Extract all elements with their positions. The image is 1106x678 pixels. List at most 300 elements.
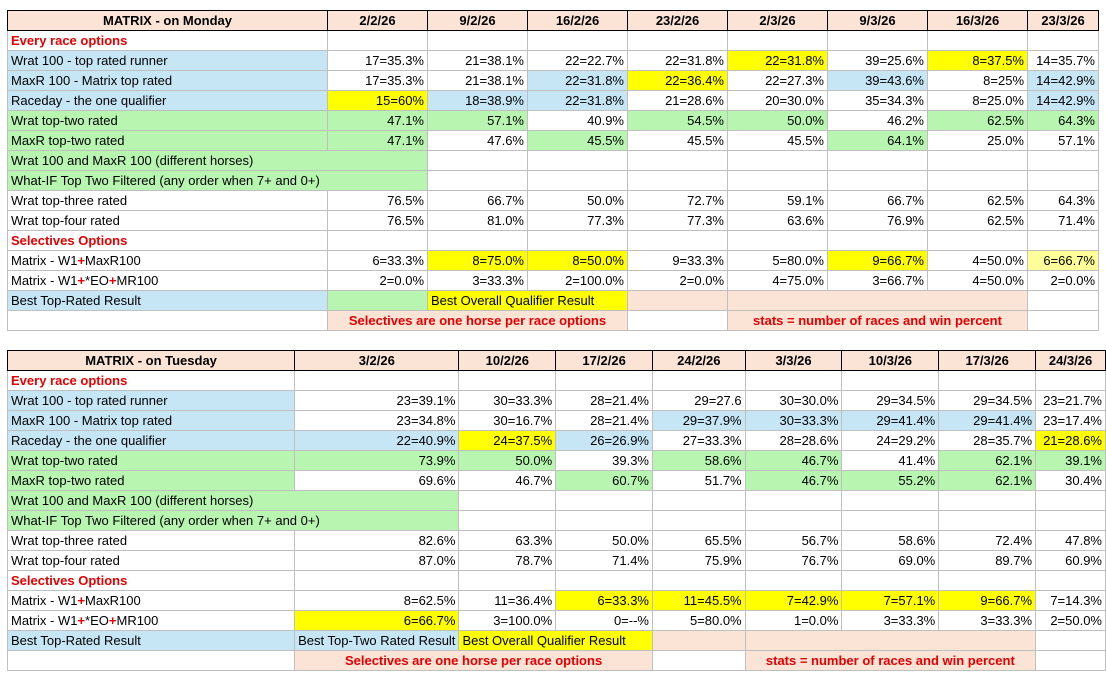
data-cell[interactable]: 29=27.6	[653, 391, 746, 411]
data-cell[interactable]: 65.5%	[653, 531, 746, 551]
row-label[interactable]: Wrat top-two rated	[8, 111, 328, 131]
data-cell[interactable]: 14=42.9%	[1028, 91, 1099, 111]
data-cell[interactable]	[728, 151, 828, 171]
data-cell[interactable]: 9=33.3%	[628, 251, 728, 271]
label-part: Matrix - W1	[11, 593, 78, 608]
data-cell[interactable]: 6=66.7%	[295, 611, 459, 631]
data-cell[interactable]: 21=38.1%	[428, 51, 528, 71]
data-cell[interactable]	[528, 171, 628, 191]
table-row	[8, 551, 1106, 571]
data-cell[interactable]: 7=42.9%	[745, 591, 842, 611]
data-cell[interactable]: 30=30.0%	[745, 391, 842, 411]
data-cell[interactable]: 9=66.7%	[828, 251, 928, 271]
data-cell[interactable]: 3=100.0%	[459, 611, 556, 631]
data-cell[interactable]	[928, 171, 1028, 191]
data-cell[interactable]: 2=0.0%	[328, 271, 428, 291]
data-cell[interactable]: 22=31.8%	[528, 71, 628, 91]
empty-cell[interactable]	[728, 31, 828, 51]
data-cell[interactable]: 56.7%	[745, 531, 842, 551]
data-cell[interactable]: 66.7%	[428, 191, 528, 211]
data-cell[interactable]: 29=41.4%	[939, 411, 1036, 431]
data-cell[interactable]	[428, 151, 528, 171]
data-cell[interactable]: 62.1%	[939, 471, 1036, 491]
empty-cell[interactable]	[328, 231, 428, 251]
data-cell[interactable]: 21=28.6%	[1036, 431, 1106, 451]
data-cell[interactable]: 4=50.0%	[928, 271, 1028, 291]
row-label[interactable]: Wrat top-three rated	[8, 191, 328, 211]
data-cell[interactable]: 64.3%	[1028, 111, 1099, 131]
data-cell[interactable]: 30=16.7%	[459, 411, 556, 431]
data-cell[interactable]: 76.7%	[745, 551, 842, 571]
section-heading[interactable]: Every race options	[8, 31, 328, 51]
empty-cell[interactable]	[653, 651, 746, 671]
empty-cell[interactable]	[1028, 31, 1099, 51]
date-header[interactable]: 16/2/26	[528, 11, 628, 31]
label-part: MaxR100	[85, 593, 141, 608]
data-cell[interactable]: 54.5%	[628, 111, 728, 131]
data-cell[interactable]	[745, 511, 842, 531]
data-cell[interactable]	[1036, 511, 1106, 531]
data-cell[interactable]: 5=80.0%	[728, 251, 828, 271]
date-header[interactable]: 2/2/26	[328, 11, 428, 31]
data-cell[interactable]: 23=17.4%	[1036, 411, 1106, 431]
data-cell[interactable]: 46.7%	[745, 451, 842, 471]
empty-cell[interactable]	[295, 371, 459, 391]
data-cell[interactable]: 28=21.4%	[556, 391, 653, 411]
data-cell[interactable]: 57.1%	[428, 111, 528, 131]
row-label[interactable]: Wrat top-three rated	[8, 531, 295, 551]
header-row	[8, 11, 1099, 31]
data-cell[interactable]: 82.6%	[295, 531, 459, 551]
data-cell[interactable]: 50.0%	[459, 451, 556, 471]
row-label[interactable]: Wrat 100 - top rated runner	[8, 51, 328, 71]
data-cell[interactable]: 58.6%	[842, 531, 939, 551]
empty-cell[interactable]	[1036, 651, 1106, 671]
data-cell[interactable]: 57.1%	[1028, 131, 1099, 151]
data-cell[interactable]	[939, 511, 1036, 531]
data-cell[interactable]: 29=37.9%	[653, 411, 746, 431]
empty-cell[interactable]	[653, 571, 746, 591]
data-cell[interactable]: 6=66.7%	[1028, 251, 1099, 271]
data-cell[interactable]: 46.7%	[459, 471, 556, 491]
data-cell[interactable]: 30.4%	[1036, 471, 1106, 491]
legend-spacer[interactable]	[653, 631, 746, 651]
date-header[interactable]: 3/3/26	[745, 351, 842, 371]
data-cell[interactable]	[1028, 171, 1099, 191]
data-cell[interactable]: 8=50.0%	[528, 251, 628, 271]
date-header[interactable]: 16/3/26	[928, 11, 1028, 31]
data-cell[interactable]: 63.6%	[728, 211, 828, 231]
row-label[interactable]: Wrat 100 - top rated runner	[8, 391, 295, 411]
date-header[interactable]: 10/2/26	[459, 351, 556, 371]
date-header[interactable]: 9/2/26	[428, 11, 528, 31]
data-cell[interactable]: 62.5%	[928, 211, 1028, 231]
data-cell[interactable]: 4=50.0%	[928, 251, 1028, 271]
empty-cell[interactable]	[828, 31, 928, 51]
data-cell[interactable]: 59.1%	[728, 191, 828, 211]
data-cell[interactable]	[653, 491, 746, 511]
data-cell[interactable]: 40.9%	[528, 111, 628, 131]
data-cell[interactable]: 50.0%	[728, 111, 828, 131]
data-cell[interactable]	[459, 511, 556, 531]
data-cell[interactable]: 8=25%	[928, 71, 1028, 91]
data-cell[interactable]: 14=35.7%	[1028, 51, 1099, 71]
table-row	[8, 451, 1106, 471]
data-cell[interactable]: 2=0.0%	[1028, 271, 1099, 291]
data-cell[interactable]: 58.6%	[653, 451, 746, 471]
data-cell[interactable]: 28=28.6%	[745, 431, 842, 451]
data-cell[interactable]	[1028, 151, 1099, 171]
table-row	[8, 211, 1099, 231]
note-row	[8, 651, 1106, 671]
table-row	[8, 271, 1099, 291]
data-cell[interactable]: 47.1%	[328, 111, 428, 131]
table-row	[8, 491, 1106, 511]
row-label[interactable]	[8, 271, 328, 291]
table-row	[8, 171, 1099, 191]
data-cell[interactable]: 69.6%	[295, 471, 459, 491]
empty-cell[interactable]	[328, 31, 428, 51]
empty-cell[interactable]	[928, 31, 1028, 51]
data-cell[interactable]: 77.3%	[628, 211, 728, 231]
empty-cell[interactable]	[828, 231, 928, 251]
row-label[interactable]: Wrat 100 and MaxR 100 (different horses)	[8, 491, 459, 511]
data-cell[interactable]: 46.7%	[745, 471, 842, 491]
data-cell[interactable]: 76.5%	[328, 211, 428, 231]
data-cell[interactable]: 4=75.0%	[728, 271, 828, 291]
table-title[interactable]: MATRIX - on Tuesday	[8, 351, 295, 371]
data-cell[interactable]: 39.1%	[1036, 451, 1106, 471]
data-cell[interactable]: 39=43.6%	[828, 71, 928, 91]
matrix-table	[7, 10, 1099, 331]
data-cell[interactable]: 77.3%	[528, 211, 628, 231]
data-cell[interactable]: 45.5%	[628, 131, 728, 151]
label-part: Matrix - W1	[11, 613, 78, 628]
legend-best-overall[interactable]: Best Overall Qualifier Result	[428, 291, 628, 311]
data-cell[interactable]: 17=35.3%	[328, 71, 428, 91]
empty-cell[interactable]	[745, 371, 842, 391]
data-cell[interactable]: 23=39.1%	[295, 391, 459, 411]
date-header[interactable]: 23/2/26	[628, 11, 728, 31]
label-part: MaxR100	[85, 253, 141, 268]
legend-best-top-two[interactable]: Best Top-Two Rated Result	[295, 631, 459, 651]
row-label[interactable]: What-IF Top Two Filtered (any order when 7+ and 0+)	[8, 171, 428, 191]
date-header[interactable]: 24/3/26	[1036, 351, 1106, 371]
data-cell[interactable]: 64.1%	[828, 131, 928, 151]
data-cell[interactable]	[842, 491, 939, 511]
data-cell[interactable]: 47.8%	[1036, 531, 1106, 551]
data-cell[interactable]: 5=80.0%	[653, 611, 746, 631]
data-cell[interactable]: 62.1%	[939, 451, 1036, 471]
empty-cell[interactable]	[1028, 231, 1099, 251]
data-cell[interactable]: 66.7%	[828, 191, 928, 211]
data-cell[interactable]: 72.7%	[628, 191, 728, 211]
row-label[interactable]: MaxR top-two rated	[8, 131, 328, 151]
date-header[interactable]: 17/2/26	[556, 351, 653, 371]
data-cell[interactable]: 60.7%	[556, 471, 653, 491]
empty-cell[interactable]	[842, 371, 939, 391]
data-cell[interactable]	[745, 491, 842, 511]
empty-cell[interactable]	[939, 371, 1036, 391]
data-cell[interactable]: 64.3%	[1028, 191, 1099, 211]
data-cell[interactable]: 50.0%	[556, 531, 653, 551]
matrix-table	[7, 350, 1106, 671]
data-cell[interactable]: 8=62.5%	[295, 591, 459, 611]
data-cell[interactable]: 46.2%	[828, 111, 928, 131]
row-label[interactable]: Raceday - the one qualifier	[8, 91, 328, 111]
empty-cell[interactable]	[428, 31, 528, 51]
date-header[interactable]: 2/3/26	[728, 11, 828, 31]
empty-cell[interactable]	[939, 571, 1036, 591]
date-header[interactable]: 17/3/26	[939, 351, 1036, 371]
data-cell[interactable]: 76.5%	[328, 191, 428, 211]
data-cell[interactable]: 6=33.3%	[328, 251, 428, 271]
empty-cell[interactable]	[928, 231, 1028, 251]
table-row	[8, 91, 1099, 111]
row-label[interactable]	[8, 251, 328, 271]
data-cell[interactable]	[556, 491, 653, 511]
data-cell[interactable]: 18=38.9%	[428, 91, 528, 111]
legend-spacer[interactable]	[728, 291, 1028, 311]
data-cell[interactable]: 35=34.3%	[828, 91, 928, 111]
date-header[interactable]: 23/3/26	[1028, 11, 1099, 31]
data-cell[interactable]: 60.9%	[1036, 551, 1106, 571]
data-cell[interactable]: 7=14.3%	[1036, 591, 1106, 611]
note-stats[interactable]: stats = number of races and win percent	[745, 651, 1035, 671]
table-row	[8, 411, 1106, 431]
date-header[interactable]: 3/2/26	[295, 351, 459, 371]
empty-cell[interactable]	[628, 311, 728, 331]
data-cell[interactable]: 24=37.5%	[459, 431, 556, 451]
data-cell[interactable]: 3=33.3%	[842, 611, 939, 631]
legend-spacer[interactable]	[745, 631, 1035, 651]
legend-best-top-two[interactable]	[328, 291, 428, 311]
row-label[interactable]: What-IF Top Two Filtered (any order when 7+ and 0+)	[8, 511, 459, 531]
date-header[interactable]: 24/2/26	[653, 351, 746, 371]
data-cell[interactable]: 7=57.1%	[842, 591, 939, 611]
data-cell[interactable]: 3=33.3%	[939, 611, 1036, 631]
header-row	[8, 351, 1106, 371]
data-cell[interactable]: 17=35.3%	[328, 51, 428, 71]
data-cell[interactable]: 22=36.4%	[628, 71, 728, 91]
data-cell[interactable]: 21=38.1%	[428, 71, 528, 91]
data-cell[interactable]: 73.9%	[295, 451, 459, 471]
row-label[interactable]: MaxR 100 - Matrix top rated	[8, 71, 328, 91]
empty-cell[interactable]	[556, 371, 653, 391]
data-cell[interactable]: 28=35.7%	[939, 431, 1036, 451]
data-cell[interactable]: 29=41.4%	[842, 411, 939, 431]
data-cell[interactable]: 11=45.5%	[653, 591, 746, 611]
data-cell[interactable]: 50.0%	[528, 191, 628, 211]
data-cell[interactable]: 76.9%	[828, 211, 928, 231]
empty-cell[interactable]	[653, 371, 746, 391]
data-cell[interactable]: 75.9%	[653, 551, 746, 571]
data-cell[interactable]: 41.4%	[842, 451, 939, 471]
row-label[interactable]: MaxR top-two rated	[8, 471, 295, 491]
empty-cell[interactable]	[556, 571, 653, 591]
legend-spacer[interactable]	[628, 291, 728, 311]
empty-cell[interactable]	[1036, 631, 1106, 651]
data-cell[interactable]: 30=33.3%	[459, 391, 556, 411]
data-cell[interactable]: 1=0.0%	[745, 611, 842, 631]
data-cell[interactable]: 71.4%	[556, 551, 653, 571]
empty-cell[interactable]	[1036, 371, 1106, 391]
data-cell[interactable]	[728, 171, 828, 191]
empty-cell[interactable]	[628, 31, 728, 51]
data-cell[interactable]: 45.5%	[728, 131, 828, 151]
data-cell[interactable]	[939, 491, 1036, 511]
data-cell[interactable]: 45.5%	[528, 131, 628, 151]
empty-cell[interactable]	[428, 231, 528, 251]
data-cell[interactable]: 69.0%	[842, 551, 939, 571]
data-cell[interactable]: 29=34.5%	[842, 391, 939, 411]
label-part: *EO	[85, 273, 109, 288]
empty-cell[interactable]	[459, 371, 556, 391]
empty-cell[interactable]	[459, 571, 556, 591]
data-cell[interactable]: 3=33.3%	[428, 271, 528, 291]
data-cell[interactable]	[628, 151, 728, 171]
table-row	[8, 431, 1106, 451]
data-cell[interactable]: 23=21.7%	[1036, 391, 1106, 411]
date-header[interactable]: 9/3/26	[828, 11, 928, 31]
data-cell[interactable]: 26=26.9%	[556, 431, 653, 451]
table-row	[8, 571, 1106, 591]
data-cell[interactable]	[828, 151, 928, 171]
empty-cell[interactable]	[8, 311, 328, 331]
row-label[interactable]: MaxR 100 - Matrix top rated	[8, 411, 295, 431]
empty-cell[interactable]	[295, 571, 459, 591]
data-cell[interactable]: 72.4%	[939, 531, 1036, 551]
data-cell[interactable]: 62.5%	[928, 111, 1028, 131]
row-label[interactable]: Wrat top-four rated	[8, 211, 328, 231]
row-label[interactable]: Wrat top-four rated	[8, 551, 295, 571]
data-cell[interactable]	[828, 171, 928, 191]
row-label[interactable]	[8, 611, 295, 631]
data-cell[interactable]: 8=37.5%	[928, 51, 1028, 71]
table-row	[8, 191, 1099, 211]
data-cell[interactable]	[842, 511, 939, 531]
data-cell[interactable]: 9=66.7%	[939, 591, 1036, 611]
row-label[interactable]	[8, 591, 295, 611]
data-cell[interactable]: 6=33.3%	[556, 591, 653, 611]
note-selectives[interactable]: Selectives are one horse per race options	[328, 311, 628, 331]
data-cell[interactable]: 23=34.8%	[295, 411, 459, 431]
row-label[interactable]: Wrat 100 and MaxR 100 (different horses)	[8, 151, 428, 171]
data-cell[interactable]: 89.7%	[939, 551, 1036, 571]
row-label[interactable]: Wrat top-two rated	[8, 451, 295, 471]
data-cell[interactable]	[556, 511, 653, 531]
legend-best-top-rated[interactable]: Best Top-Rated Result	[8, 291, 328, 311]
data-cell[interactable]: 14=42.9%	[1028, 71, 1099, 91]
plus-sign: +	[108, 613, 117, 628]
data-cell[interactable]: 71.4%	[1028, 211, 1099, 231]
data-cell[interactable]	[653, 511, 746, 531]
table-row	[8, 131, 1099, 151]
label-part: *EO	[85, 613, 109, 628]
table-title[interactable]: MATRIX - on Monday	[8, 11, 328, 31]
empty-cell[interactable]	[528, 231, 628, 251]
data-cell[interactable]: 55.2%	[842, 471, 939, 491]
empty-cell[interactable]	[728, 231, 828, 251]
data-cell[interactable]: 87.0%	[295, 551, 459, 571]
section-heading[interactable]: Every race options	[8, 371, 295, 391]
data-cell[interactable]: 22=31.8%	[728, 51, 828, 71]
data-cell[interactable]: 8=25.0%	[928, 91, 1028, 111]
data-cell[interactable]: 21=28.6%	[628, 91, 728, 111]
data-cell[interactable]: 22=27.3%	[728, 71, 828, 91]
data-cell[interactable]: 30=33.3%	[745, 411, 842, 431]
table-row	[8, 531, 1106, 551]
data-cell[interactable]	[428, 171, 528, 191]
data-cell[interactable]	[1036, 491, 1106, 511]
data-cell[interactable]: 51.7%	[653, 471, 746, 491]
empty-cell[interactable]	[1028, 311, 1099, 331]
plus-sign: +	[77, 613, 86, 628]
empty-cell[interactable]	[1036, 571, 1106, 591]
date-header[interactable]: 10/3/26	[842, 351, 939, 371]
data-cell[interactable]: 27=33.3%	[653, 431, 746, 451]
data-cell[interactable]: 81.0%	[428, 211, 528, 231]
data-cell[interactable]: 29=34.5%	[939, 391, 1036, 411]
data-cell[interactable]: 22=22.7%	[528, 51, 628, 71]
data-cell[interactable]: 24=29.2%	[842, 431, 939, 451]
data-cell[interactable]: 2=50.0%	[1036, 611, 1106, 631]
data-cell[interactable]	[459, 491, 556, 511]
data-cell[interactable]	[528, 151, 628, 171]
empty-cell[interactable]	[842, 571, 939, 591]
empty-cell[interactable]	[628, 231, 728, 251]
data-cell[interactable]: 2=100.0%	[528, 271, 628, 291]
data-cell[interactable]: 47.6%	[428, 131, 528, 151]
data-cell[interactable]: 22=31.8%	[628, 51, 728, 71]
data-cell[interactable]: 20=30.0%	[728, 91, 828, 111]
data-cell[interactable]: 11=36.4%	[459, 591, 556, 611]
row-label[interactable]: Raceday - the one qualifier	[8, 431, 295, 451]
data-cell[interactable]	[928, 151, 1028, 171]
table-row	[8, 31, 1099, 51]
legend-best-top-rated[interactable]: Best Top-Rated Result	[8, 631, 295, 651]
data-cell[interactable]: 25.0%	[928, 131, 1028, 151]
data-cell[interactable]: 28=21.4%	[556, 411, 653, 431]
data-cell[interactable]: 39=25.6%	[828, 51, 928, 71]
data-cell[interactable]: 62.5%	[928, 191, 1028, 211]
data-cell[interactable]: 63.3%	[459, 531, 556, 551]
label-part: Matrix - W1	[11, 273, 78, 288]
empty-cell[interactable]	[745, 571, 842, 591]
empty-cell[interactable]	[1028, 291, 1099, 311]
data-cell[interactable]: 3=66.7%	[828, 271, 928, 291]
data-cell[interactable]: 22=31.8%	[528, 91, 628, 111]
section-heading[interactable]: Selectives Options	[8, 231, 328, 251]
data-cell[interactable]: 22=40.9%	[295, 431, 459, 451]
data-cell[interactable]: 78.7%	[459, 551, 556, 571]
data-cell[interactable]: 0=--%	[556, 611, 653, 631]
plus-sign: +	[108, 273, 117, 288]
empty-cell[interactable]	[8, 651, 295, 671]
data-cell[interactable]: 2=0.0%	[628, 271, 728, 291]
table-row	[8, 391, 1106, 411]
legend-best-overall[interactable]: Best Overall Qualifier Result	[459, 631, 653, 651]
data-cell[interactable]: 47.1%	[328, 131, 428, 151]
section-heading[interactable]: Selectives Options	[8, 571, 295, 591]
data-cell[interactable]	[628, 171, 728, 191]
note-selectives[interactable]: Selectives are one horse per race options	[295, 651, 653, 671]
data-cell[interactable]: 8=75.0%	[428, 251, 528, 271]
data-cell[interactable]: 15=60%	[328, 91, 428, 111]
empty-cell[interactable]	[528, 31, 628, 51]
data-cell[interactable]: 39.3%	[556, 451, 653, 471]
note-stats[interactable]: stats = number of races and win percent	[728, 311, 1028, 331]
